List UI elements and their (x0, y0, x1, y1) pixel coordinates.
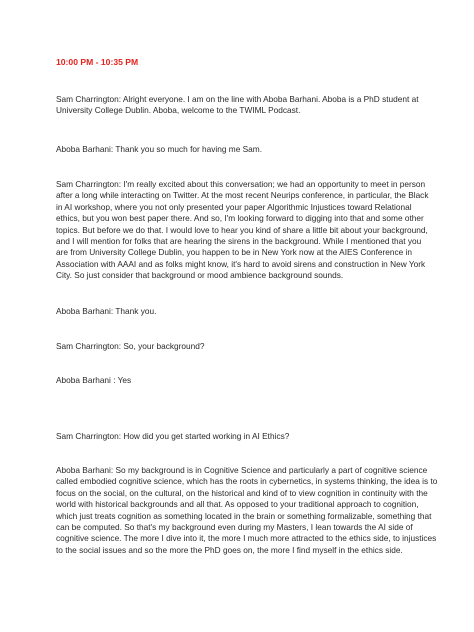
transcript-paragraph (56, 375, 426, 386)
transcript-line: cognitive science. The more I dive into it, the more I much more attracted to the ethics side, to injustices (56, 533, 437, 544)
transcript-paragraph (56, 341, 426, 352)
transcript-line: topics. But before we do that. I would love to hear you kind of share a little bit about your background, (56, 224, 428, 235)
transcript-paragraph (56, 144, 426, 155)
transcript-paragraph (56, 179, 429, 282)
transcript-line: and I will mention for folks that are hearing the sirens in the background. While I mentioned that you (56, 236, 422, 247)
transcript-line: Association with AAAI and as folks might know, it's hard to avoid sirens and construction in New York (56, 258, 426, 269)
transcript-line: Aboba Barhani: So my background is in Cognitive Science and particularly a part of cognitive science (56, 465, 428, 475)
transcript-line: Aboba Barhani : Yes (56, 375, 132, 385)
transcript-line: Sam Charrington: I'm really excited about this conversation; we had an opportunity to meet in person (56, 179, 426, 189)
transcript-line: in AI workshop, where you not only presented your paper Algorithmic Injustices toward Relational (56, 201, 412, 212)
transcript-line: Aboba Barhani: Thank you. (56, 306, 157, 316)
transcript-line: City. So just consider that background or mood ambience background sounds. (56, 270, 344, 281)
transcript-line: Aboba Barhani: Thank you so much for having me Sam. (56, 144, 263, 154)
transcript-line: called embodied cognitive science, which has the roots in cybernetics, in systems thinking, the idea is to (56, 476, 438, 487)
transcript-paragraph (56, 94, 426, 117)
transcript-line: after a long while interacting on Twitter. At the most recent Neurips conference, in particular, the Black (56, 190, 429, 201)
transcript-paragraph (56, 306, 426, 317)
time-range-heading: 10:00 PM - 10:35 PM (56, 57, 139, 67)
transcript-paragraph (56, 431, 426, 442)
transcript-line: are from University College Dublin, you happen to be in New York now at the AIES Conference in (56, 247, 413, 258)
transcript-paragraph (56, 465, 438, 556)
transcript-line: ethics, but you won best paper there. And so, I'm looking forward to digging into that and some other (56, 213, 424, 224)
transcript-line: to the social issues and so the more the PhD goes on, the more I find myself in the ethics side. (56, 544, 403, 555)
transcript-line: University College Dublin. Aboba, welcome to the TWIML Podcast. (56, 105, 301, 116)
transcript-line: Sam Charrington: How did you get started working in AI Ethics? (56, 431, 290, 441)
transcript-line: Sam Charrington: Alright everyone. I am on the line with Aboba Barhani. Aboba is a PhD student at (56, 94, 419, 104)
transcript-line: world with historical backgrounds and all that. As opposed to your traditional approach to cognition, (56, 499, 419, 510)
transcript-line: which just treats cognition as something located in the brain or something formalizable, something that (56, 510, 432, 521)
transcript-line: focus on the social, on the cultural, on the historical and kind of to view cognition in continuity with the (56, 487, 428, 498)
transcript-line: Sam Charrington: So, your background? (56, 341, 205, 351)
transcript-line: can be computed. So that's my background even during my Masters, I lean towards the AI side of (56, 522, 413, 533)
